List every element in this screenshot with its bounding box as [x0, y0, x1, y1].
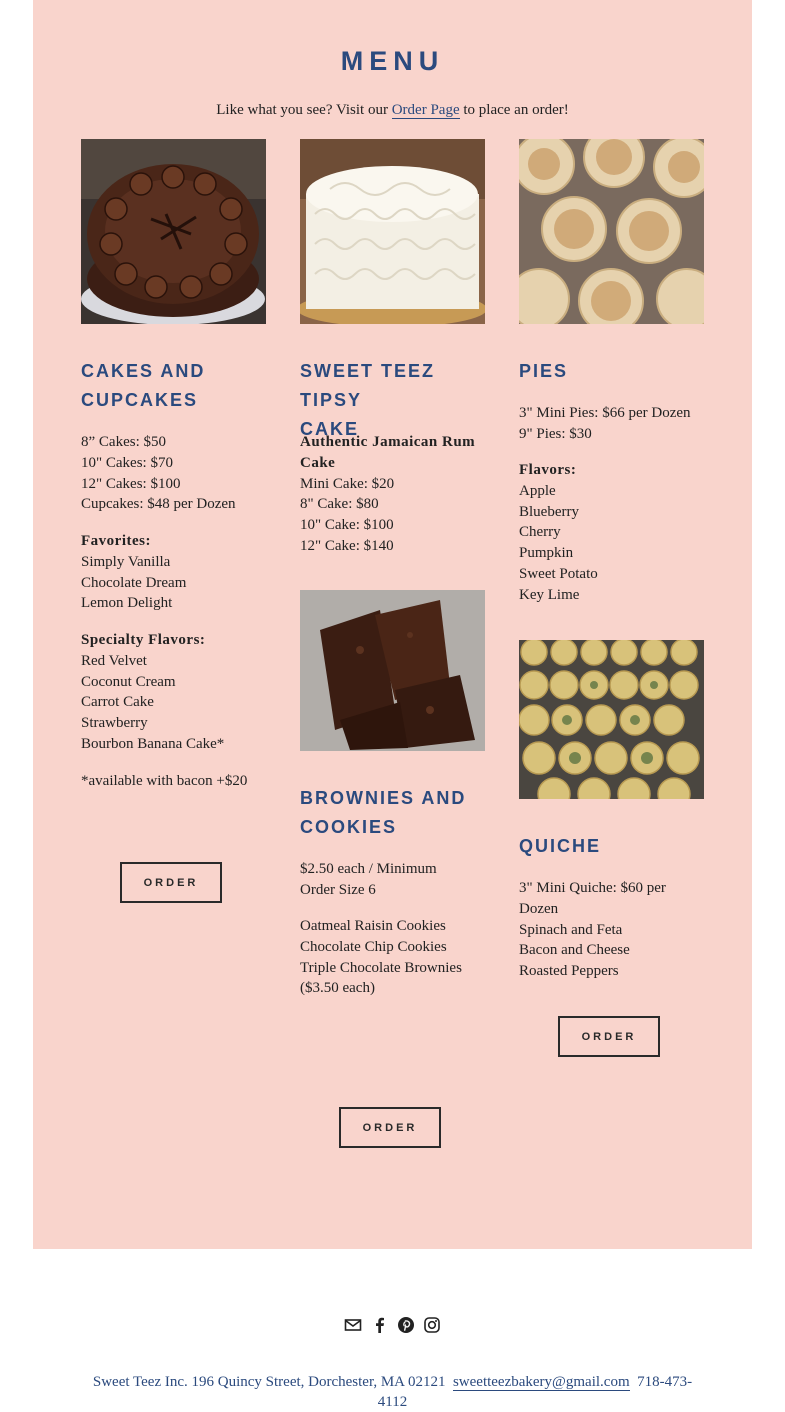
- brownies-items: [300, 916, 490, 999]
- brownies-price: [300, 859, 490, 901]
- flavor-item: Coconut Cream: [81, 673, 176, 690]
- price-line: 9" Pies: $30: [519, 425, 592, 442]
- cakes-order-button[interactable]: ORDER: [120, 862, 222, 903]
- email-icon[interactable]: [344, 1316, 362, 1334]
- item-line: Roasted Peppers: [519, 963, 619, 980]
- tipsy-heading-line1: SWEET TEEZ TIPSY: [300, 361, 436, 410]
- brownies-heading: [300, 784, 490, 842]
- price-line: 3" Mini Quiche: $60 per: [519, 880, 666, 896]
- cakes-heading-line1: CAKES AND: [81, 361, 206, 381]
- brownies-heading-line1: BROWNIES AND: [300, 788, 467, 808]
- cakes-heading: [81, 357, 271, 415]
- price-line: Mini Cake: $20: [300, 475, 395, 492]
- flavor-item: Sweet Potato: [519, 565, 598, 582]
- brownies-image: [300, 590, 485, 751]
- item-line: Chocolate Chip Cookies: [300, 938, 447, 955]
- favorites-label: Favorites:: [81, 533, 151, 549]
- flavor-item: Apple: [519, 482, 556, 499]
- intro-text: [33, 102, 752, 119]
- item-line: ($3.50 each): [300, 980, 375, 997]
- white-cake-image: [300, 139, 485, 324]
- footer: [80, 1372, 705, 1412]
- chocolate-cake-image: [81, 139, 266, 324]
- intro-after: to place an order!: [459, 102, 569, 118]
- quiche-image: [519, 640, 704, 799]
- menu-section: [33, 0, 752, 1249]
- tipsy-heading-line2: CAKE: [300, 419, 360, 439]
- item-line: Bacon and Cheese: [519, 942, 630, 959]
- cakes-prices: [81, 432, 271, 515]
- tipsy-heading: [300, 357, 490, 444]
- item-line: Spinach and Feta: [519, 921, 623, 938]
- flavor-item: Strawberry: [81, 715, 148, 732]
- brownies-heading-line2: COOKIES: [300, 817, 398, 837]
- price-line: Dozen: [519, 900, 559, 917]
- price-line: Order Size 6: [300, 881, 376, 898]
- footer-address: Sweet Teez Inc. 196 Quincy Street, Dorchester, MA 02121: [92, 1374, 446, 1390]
- page-title: MENU: [340, 46, 445, 76]
- price-line: Cupcakes: $48 per Dozen: [81, 496, 236, 513]
- price-line: $2.50 each / Minimum: [300, 861, 437, 877]
- pies-prices: [519, 403, 709, 445]
- pies-image: [519, 139, 704, 324]
- pies-flavors: [519, 460, 709, 606]
- item-line: Triple Chocolate Brownies: [300, 959, 462, 976]
- flavor-item: Cherry: [519, 524, 561, 541]
- tipsy-subtitle-line2: Cake: [300, 454, 336, 471]
- flavor-item: Simply Vanilla: [81, 553, 171, 570]
- footer-phone-part1: 718-: [637, 1374, 665, 1390]
- pies-heading: PIES: [519, 361, 569, 381]
- facebook-icon[interactable]: [371, 1316, 389, 1334]
- quiche-details: [519, 878, 709, 982]
- specialty-label: Specialty Flavors:: [81, 632, 206, 648]
- flavor-item: Blueberry: [519, 503, 579, 520]
- instagram-icon[interactable]: [423, 1316, 441, 1334]
- social-links: [344, 1316, 444, 1336]
- quiche-order-button[interactable]: ORDER: [558, 1016, 660, 1057]
- order-page-link[interactable]: Order Page: [391, 102, 460, 118]
- footer-email-link[interactable]: sweetteezbakery@gmail.com: [452, 1374, 630, 1390]
- flavors-label: Flavors:: [519, 462, 577, 478]
- price-line: 8" Cake: $80: [300, 496, 379, 513]
- intro-before: Like what you see? Visit our: [216, 102, 392, 118]
- price-line: 10" Cakes: $70: [81, 454, 173, 471]
- flavor-item: Carrot Cake: [81, 694, 154, 711]
- flavor-item: Lemon Delight: [81, 595, 173, 612]
- cakes-favorites: [81, 531, 271, 614]
- cakes-specialty: [81, 630, 271, 755]
- flavor-item: Key Lime: [519, 586, 580, 603]
- main-order-button[interactable]: ORDER: [339, 1107, 441, 1148]
- flavor-item: Pumpkin: [519, 545, 574, 562]
- pinterest-icon[interactable]: [397, 1316, 415, 1334]
- price-line: 12" Cake: $140: [300, 537, 394, 554]
- cakes-heading-line2: CUPCAKES: [81, 390, 199, 410]
- flavor-item: Red Velvet: [81, 652, 147, 669]
- footer-phone-part2: 473-4112: [377, 1374, 693, 1410]
- tipsy-details: [300, 432, 490, 557]
- price-line: 10" Cake: $100: [300, 517, 394, 534]
- tipsy-subtitle-line1: Authentic Jamaican Rum: [300, 434, 476, 450]
- item-line: Oatmeal Raisin Cookies: [300, 918, 446, 934]
- price-line: 8” Cakes: $50: [81, 434, 166, 450]
- price-line: 3" Mini Pies: $66 per Dozen: [519, 405, 691, 421]
- flavor-item: Chocolate Dream: [81, 574, 187, 591]
- flavor-item: Bourbon Banana Cake*: [81, 735, 225, 752]
- bacon-note: *available with bacon +$20: [81, 773, 248, 789]
- price-line: 12" Cakes: $100: [81, 475, 181, 492]
- quiche-heading: QUICHE: [519, 836, 602, 856]
